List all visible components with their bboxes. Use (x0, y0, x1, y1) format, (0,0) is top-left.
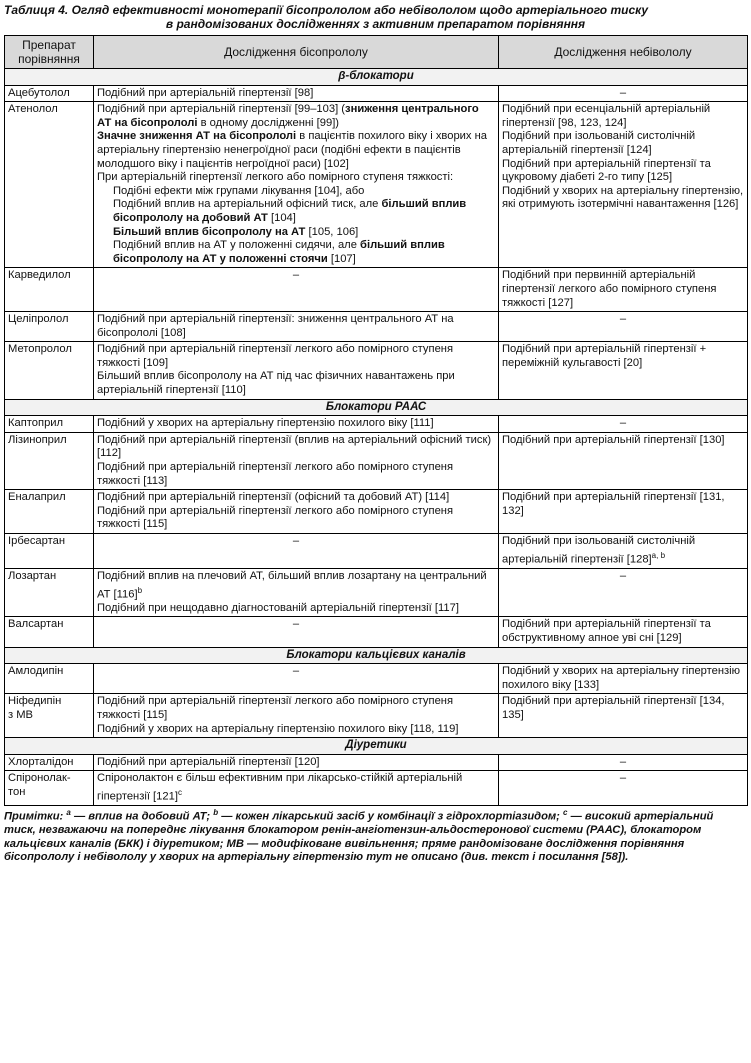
table-caption (4, 4, 747, 31)
caption-line-1: Таблиця 4. Огляд ефективності монотерапії бісопрололом або небівололом щодо артеріального тиску (4, 3, 649, 17)
table-row (5, 85, 748, 102)
notes-label: Примітки: (4, 811, 64, 824)
header-bisoprolol: Дослідження бісопрололу (94, 36, 499, 69)
bisoprolol-cell: Подібний при артеріальній гіпертензії [120] (94, 754, 499, 771)
table-row (5, 771, 748, 806)
bisoprolol-cell: Подібний при артеріальній гіпертензії [98] (94, 85, 499, 102)
bisoprolol-cell: Подібний у хворих на артеріальну гіпертензію похилого віку [111] (94, 416, 499, 433)
bisoprolol-cell: – (94, 664, 499, 694)
table-row (5, 342, 748, 399)
nebivolol-cell: Подібний при артеріальній гіпертензії [131, 132] (499, 490, 748, 534)
nebivolol-cell: Подібний у хворих на артеріальну гіпертензію похилого віку [133] (499, 664, 748, 694)
drug-cell: Карведилол (5, 268, 94, 312)
nebivolol-cell: – (499, 312, 748, 342)
table-row (5, 568, 748, 617)
bisoprolol-cell: – (94, 617, 499, 647)
drug-cell: Амлодипін (5, 664, 94, 694)
section-row-beta-blockers: β-блокатори (5, 69, 748, 86)
drug-cell: Лозартан (5, 568, 94, 617)
section-row-calcium-channel-blockers: Блокатори кальцієвих каналів (5, 647, 748, 664)
footnote-marker: b (137, 585, 143, 595)
drug-cell: Метопролол (5, 342, 94, 399)
section-row-diuretics: Діуретики (5, 738, 748, 755)
table-row (5, 664, 748, 694)
nebivolol-cell: – (499, 85, 748, 102)
header-nebivolol: Дослідження небівололу (499, 36, 748, 69)
nebivolol-cell: Подібний при первинній артеріальній гіпертензії легкого або помірного ступеня тяжкості [127] (499, 268, 748, 312)
bisoprolol-cell: Подібний при артеріальній гіпертензії [99–103] (зниження центрального АТ на бісопрололі в одному дослідженні [99]) Значне зниження АТ на бісопрололі в пацієнтів похилого віку і хворих на артеріальну гіпертензію ненегроїдної раси (подібні ефекти в пацієнтів молодшого віку і пацієнтів негроїдної раси) [102] При артеріальній гіпертензії легкого або помірного ступеня тяжкості: Подібні ефекти між групами лікування [104], або Подібний вплив на артеріальний офісний тиск, але більший вплив бісопрололу на добовий АТ [104] Більший вплив бісопрололу на АТ [105, 106] Подібний вплив на АТ у положенні сидячи, але більший вплив бісопрололу на АТ у положенні стоячи [107] (94, 102, 499, 268)
bisoprolol-cell: – (94, 534, 499, 569)
drug-cell: Хлорталідон (5, 754, 94, 771)
comparison-table (4, 35, 748, 806)
bisoprolol-cell: – (94, 268, 499, 312)
table-notes: Примітки: $^a$ — вплив на добовий АТ; $^b$ — кожен лікарський засіб у комбінації з гідрохлортіазидом; $^c$ — високий артеріальний тиск, незважаючи на попереднє лікування блокатором ренін-ангіотензин-альдостеронової системи (РААС), блокатором кальцієвих каналів (БКК) і діуретиком; МВ — модифіковане вивільнення; пряме рандомізоване дослідження порівняння бісопрололу і небівололу у хворих на артеріальну гіпертензію тут не описано (див. текст і посилання [58]). (4, 808, 714, 864)
table-row (5, 268, 748, 312)
drug-cell: Ірбесартан (5, 534, 94, 569)
bisoprolol-cell: Подібний вплив на плечовий АТ, більший вплив лозартану на центральний АТ $[116]^b$ Подібний при нещодавно діагностованій артеріальній гіпертензії [117] (94, 568, 499, 617)
drug-cell: Спіронолак- тон (5, 771, 94, 806)
nebivolol-cell: Подібний при есенціальній артеріальній гіпертензії [98, 123, 124] Подібний при ізольованій систолічній артеріальній гіпертензії [124] Подібний при артеріальній гіпертензії та цукровому діабеті 2-го типу [125] Подібний у хворих на артеріальну гіпертензію, які отримують ізотермічні навантаження [126] (499, 102, 748, 268)
drug-cell: Каптоприл (5, 416, 94, 433)
nebivolol-cell: – (499, 754, 748, 771)
nebivolol-cell: – (499, 416, 748, 433)
header-drug: Препарат порівняння (5, 36, 94, 69)
drug-cell: Ніфедипін з МВ (5, 694, 94, 738)
drug-cell: Атенолол (5, 102, 94, 268)
table-row (5, 534, 748, 569)
drug-cell: Еналаприл (5, 490, 94, 534)
table-row (5, 102, 748, 268)
document-page (0, 4, 751, 1063)
bisoprolol-cell: Подібний при артеріальній гіпертензії легкого або помірного ступеня тяжкості [109] Більший вплив бісопрололу на АТ під час фізичних навантажень при артеріальній гіпертензії [110] (94, 342, 499, 399)
drug-cell: Лізиноприл (5, 432, 94, 489)
table-row (5, 617, 748, 647)
drug-cell: Валсартан (5, 617, 94, 647)
bisoprolol-cell: Подібний при артеріальній гіпертензії (вплив на артеріальний офісний тиск) [112] Подібний при артеріальній гіпертензії легкого або помірного ступеня тяжкості [113] (94, 432, 499, 489)
drug-cell: Ацебутолол (5, 85, 94, 102)
table-row (5, 432, 748, 489)
table-row (5, 312, 748, 342)
caption-line-2: в рандомізованих дослідженнях з активним препаратом порівняння (165, 16, 586, 31)
footnote-marker: a, b (651, 550, 666, 560)
bisoprolol-cell: Спіронолактон є більш ефективним при лікарсько-стійкій артеріальній гіпертензії $[121]^c$ (94, 771, 499, 806)
nebivolol-cell: Подібний при артеріальній гіпертензії [130] (499, 432, 748, 489)
bisoprolol-cell: Подібний при артеріальній гіпертензії легкого або помірного ступеня тяжкості [115] Подібний у хворих на артеріальну гіпертензію похилого віку [118, 119] (94, 694, 499, 738)
table-row (5, 416, 748, 433)
nebivolol-cell: Подібний при артеріальній гіпертензії [134, 135] (499, 694, 748, 738)
bisoprolol-cell: Подібний при артеріальній гіпертензії (офісний та добовий АТ) [114] Подібний при артеріальній гіпертензії легкого або помірного ступеня тяжкості [115] (94, 490, 499, 534)
nebivolol-cell: Подібний при ізольованій систолічній артеріальній гіпертензії $[128]^{a, b}$ (499, 534, 748, 569)
table-row (5, 694, 748, 738)
nebivolol-cell: – (499, 568, 748, 617)
nebivolol-cell: Подібний при артеріальній гіпертензії + переміжній кульгавості [20] (499, 342, 748, 399)
footnote-marker: c (177, 787, 182, 797)
bisoprolol-cell: Подібний при артеріальній гіпертензії: зниження центрального АТ на бісопрололі [108] (94, 312, 499, 342)
section-row-raas-blockers: Блокатори РААС (5, 399, 748, 416)
table-header-row (5, 36, 748, 69)
nebivolol-cell: Подібний при артеріальній гіпертензії та обструктивному апное уві сні [129] (499, 617, 748, 647)
nebivolol-cell: – (499, 771, 748, 806)
table-row (5, 490, 748, 534)
drug-cell: Целіпролол (5, 312, 94, 342)
table-row (5, 754, 748, 771)
